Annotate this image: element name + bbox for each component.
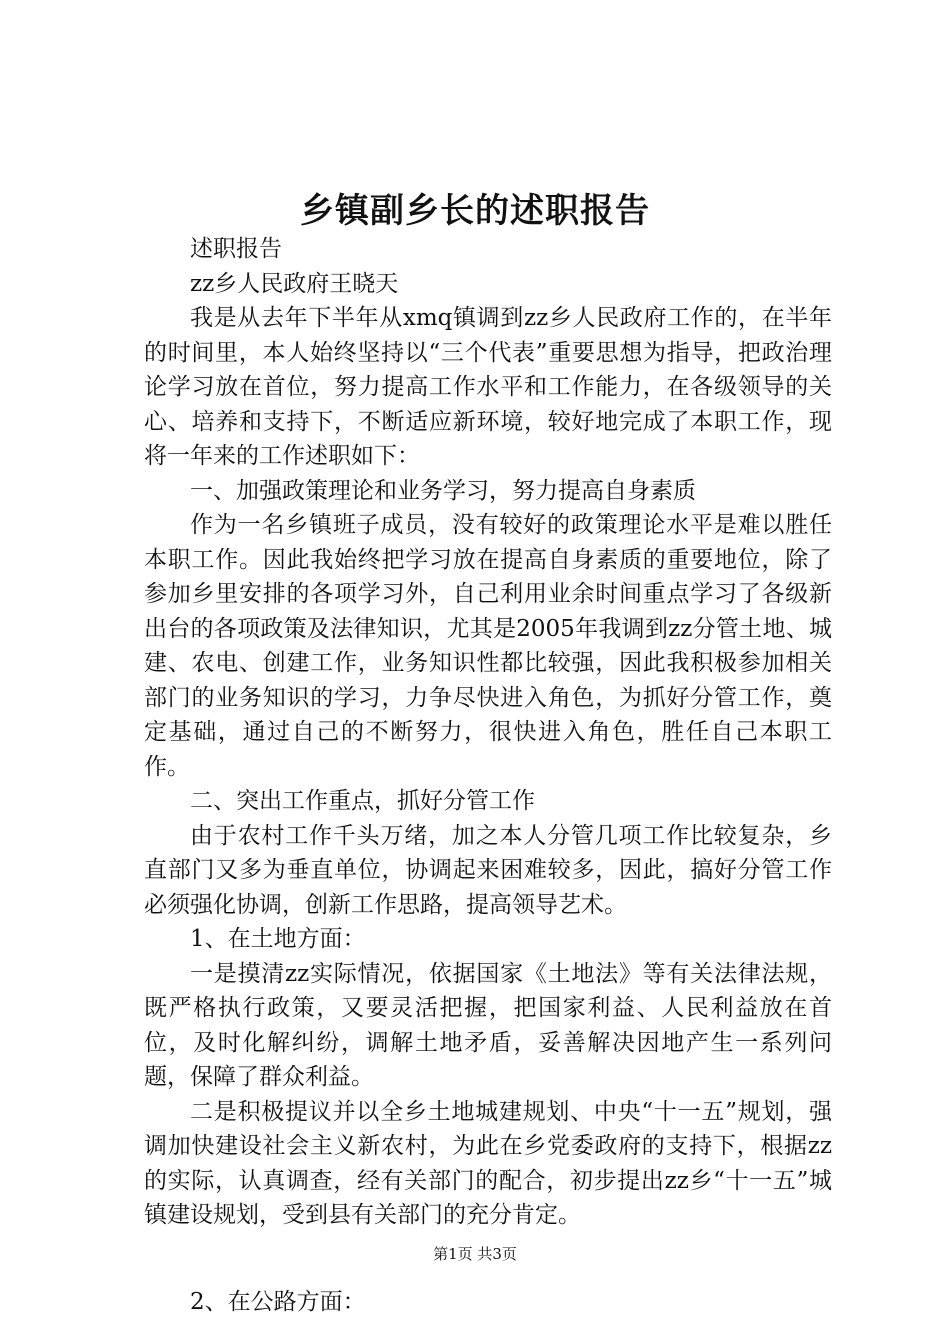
- section-heading-2: 二、突出工作重点，抓好分管工作: [190, 788, 535, 814]
- page-footer: 第1页 共3页: [433, 1245, 517, 1263]
- paragraph-section-2: 由于农村工作千头万绪，加之本人分管几项工作比较复杂，乡直部门又多为垂直单位，协调起来困难较多，因此，搞好分管工作必须强化协调，创新工作思路，提高领导艺术。: [144, 822, 832, 918]
- paragraph-land-2: 二是积极提议并以全乡土地城建规划、中央“十一五”规划，强调加快建设社会主义新农村，为此在乡党委政府的支持下，根据zz的实际，认真调查，经有关部门的配合，初步提出zz乡“十一五”城镇建设规划，受到县有关部门的充分肯定。: [144, 1098, 832, 1228]
- paragraph-author: zz乡人民政府王晓天: [190, 270, 399, 297]
- subsection-heading-roads: 2、在公路方面：: [190, 1288, 366, 1315]
- document-title: 乡镇副乡长的述职报告: [300, 191, 650, 231]
- paragraph-heading-label: 述职报告: [190, 236, 282, 262]
- paragraph-section-1: 作为一名乡镇班子成员，没有较好的政策理论水平是难以胜任本职工作。因此我始终把学习放在提高自身素质的重要地位，除了参加乡里安排的各项学习外，自己利用业余时间重点学习了各级新出台的各项政策及法律知识，尤其是2005年我调到zz分管土地、城建、农电、创建工作，业务知识性都比较强，因此我积极参加相关部门的业务知识的学习，力争尽快进入角色，为抓好分管工作，奠定基础，通过自己的不断努力，很快进入角色，胜任自己本职工作。: [144, 512, 832, 780]
- paragraph-intro: 我是从去年下半年从xmq镇调到zz乡人民政府工作的，在半年的时间里，本人始终坚持以“三个代表”重要思想为指导，把政治理论学习放在首位，努力提高工作水平和工作能力，在各级领导的关心、培养和支持下，不断适应新环境，较好地完成了本职工作，现将一年来的工作述职如下：: [144, 305, 832, 469]
- document-body: [144, 232, 832, 1319]
- paragraph-land-1: 一是摸清zz实际情况，依据国家《土地法》等有关法律法规，既严格执行政策，又要灵活把握，把国家利益、人民利益放在首位，及时化解纠纷，调解土地矛盾，妥善解决因地产生一系列问题，保障了群众利益。: [144, 960, 832, 1090]
- subsection-heading-land: 1、在土地方面：: [190, 926, 366, 952]
- section-heading-1: 一、加强政策理论和业务学习，努力提高自身素质: [190, 477, 696, 504]
